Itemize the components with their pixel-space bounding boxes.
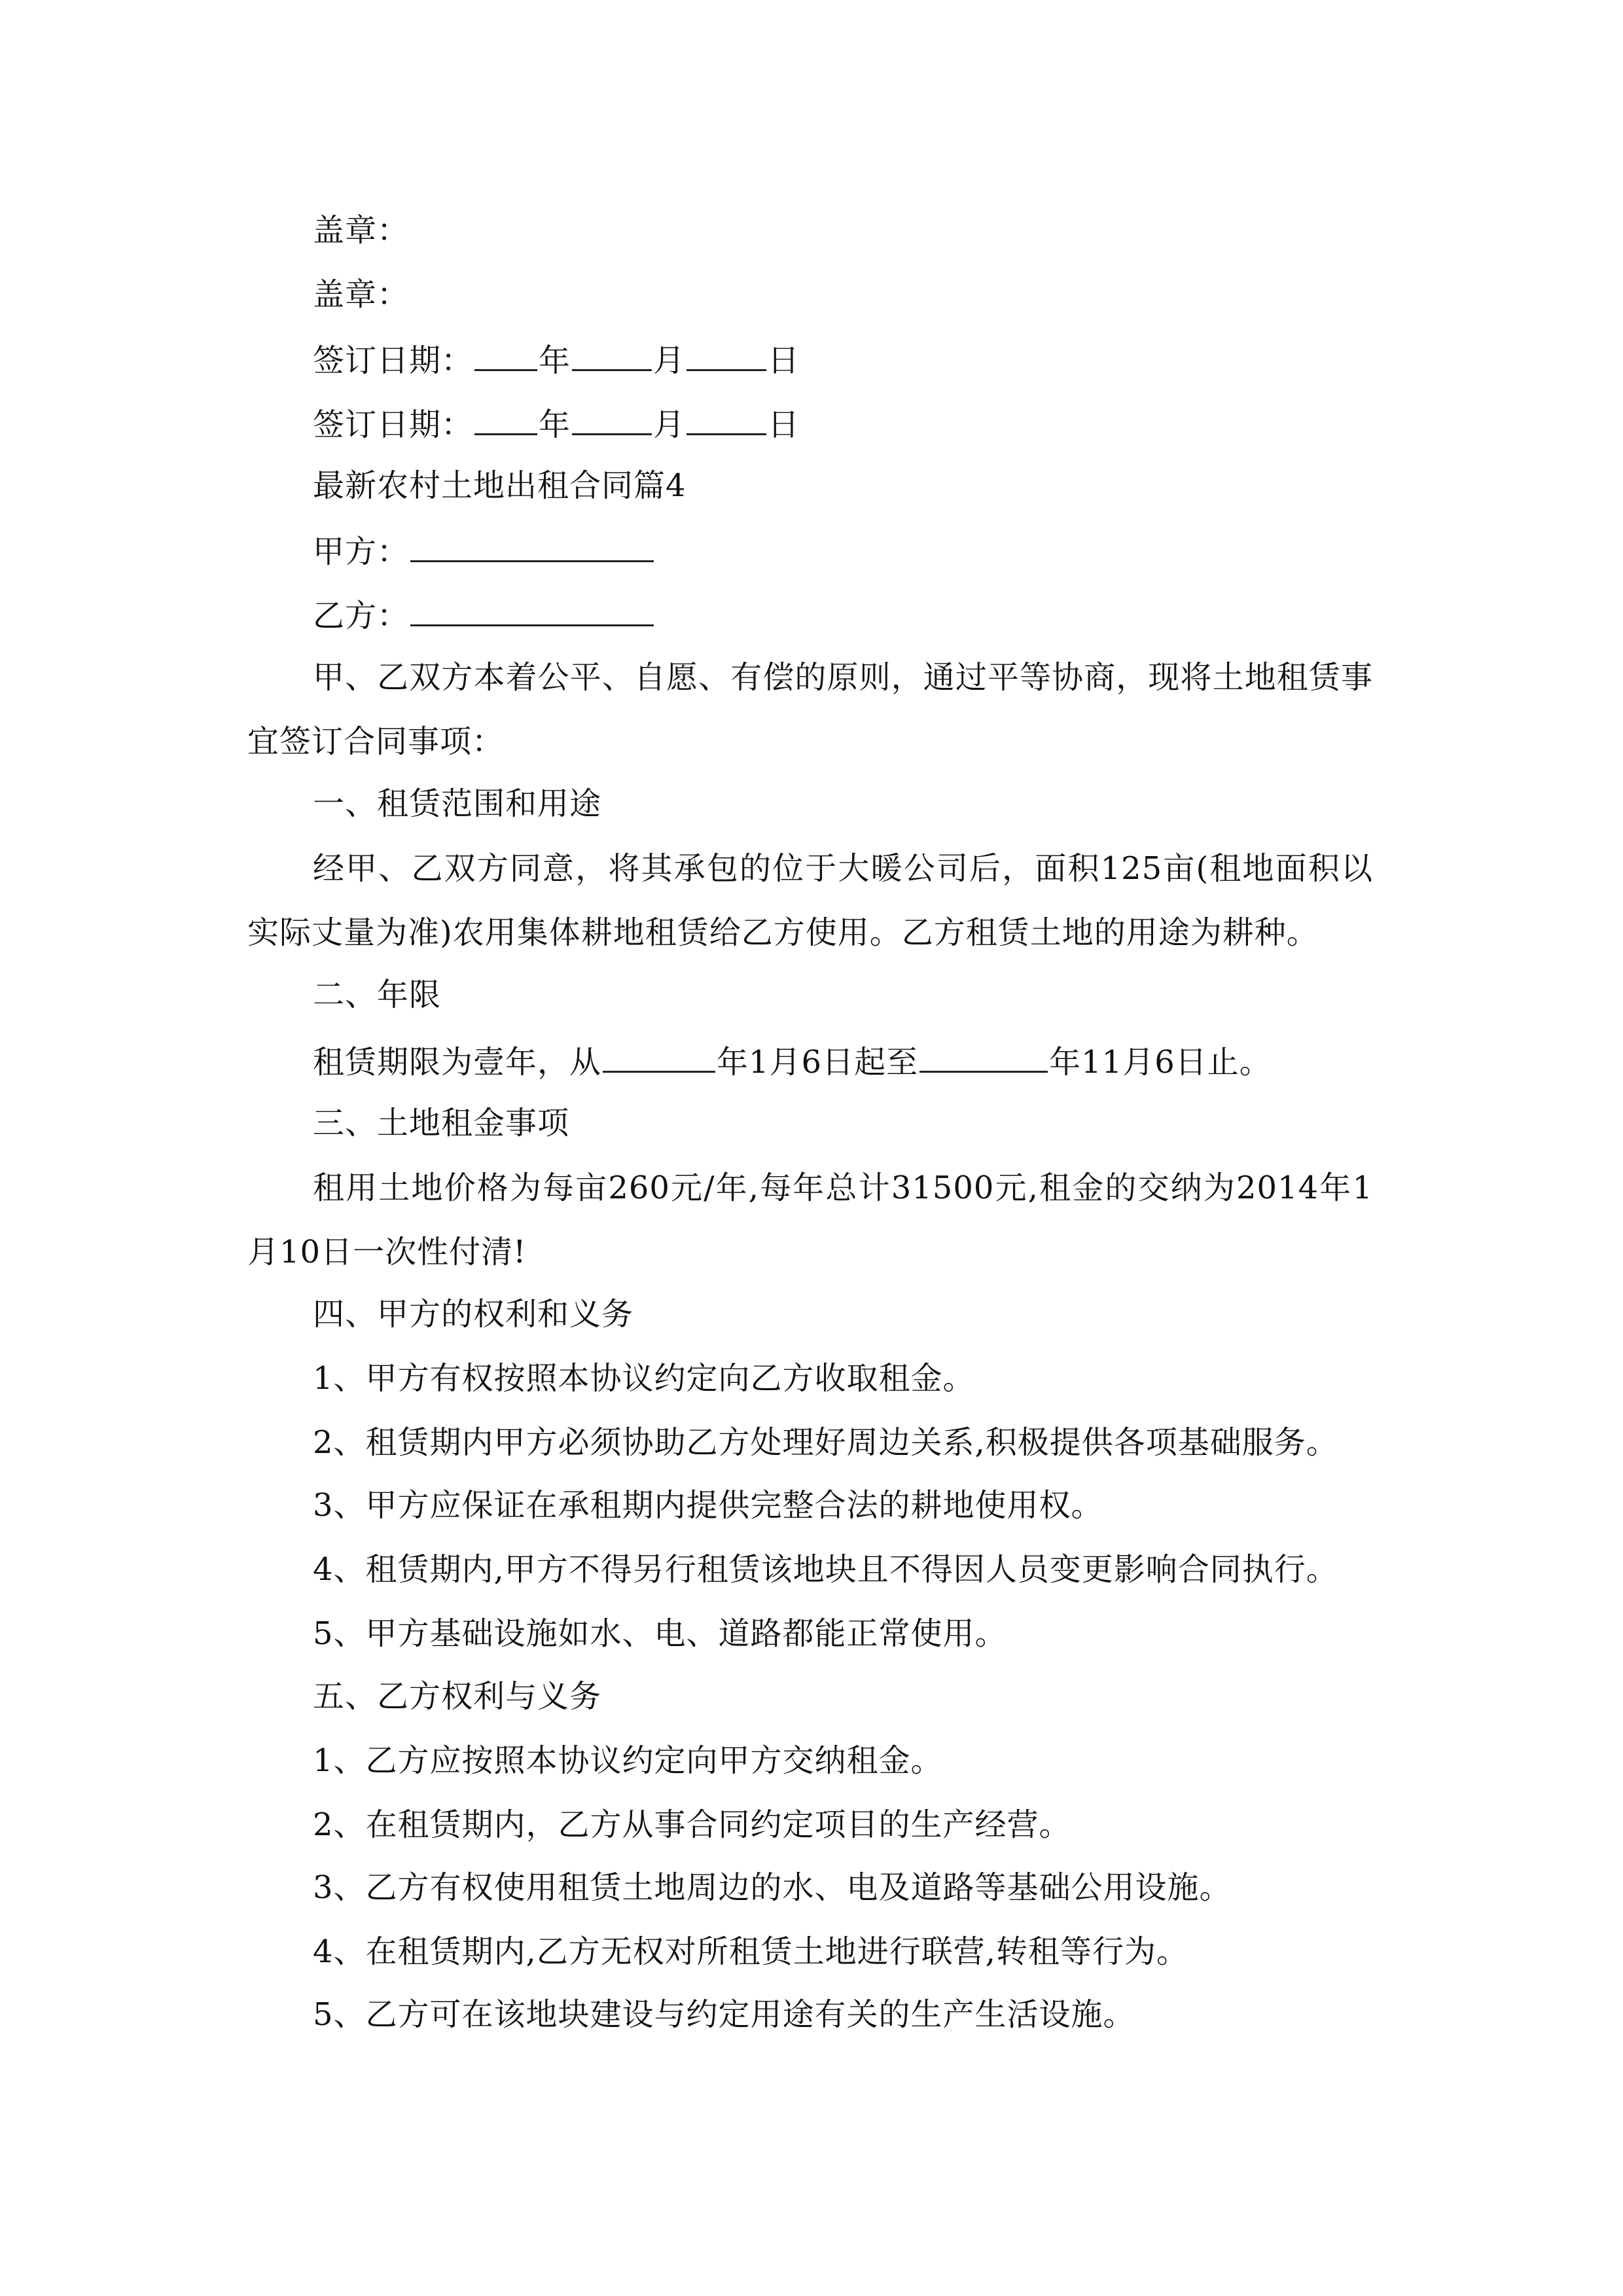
day-blank (687, 338, 766, 371)
month-label: 月 (653, 406, 686, 443)
sign-date-label: 签订日期： (313, 406, 474, 443)
term-prefix: 租赁期限为壹年，从 (313, 1044, 602, 1081)
section-5-heading: 五、乙方权利与义务 (313, 1678, 602, 1715)
section-1-paragraph: 经甲、乙双方同意，将其承包的位于大暖公司后，面积125亩(租地面积以实际丈量为准)农用集体耕地租赁给乙方使用。乙方租赁土地的用途为耕种。 (247, 850, 1373, 951)
party-b-item-2: 2、在租赁期内，乙方从事合同约定项目的生产经营。 (313, 1806, 1071, 1843)
day-label: 日 (768, 406, 800, 443)
party-a-item-5: 5、甲方基础设施如水、电、道路都能正常使用。 (313, 1615, 1007, 1652)
party-b-label: 乙方： (313, 598, 410, 634)
year-label: 年 (539, 406, 571, 443)
party-b-item-3: 3、乙方有权使用租赁土地周边的水、电及道路等基础公用设施。 (313, 1869, 1232, 1906)
section-2-heading: 二、年限 (313, 977, 442, 1013)
term-mid: 年1月6日起至 (717, 1044, 919, 1081)
seal-line-2: 盖章： (313, 276, 410, 313)
party-a-item-1: 1、甲方有权按照本协议约定向乙方收取租金。 (313, 1360, 975, 1397)
end-year-blank (919, 1039, 1048, 1073)
section-1-heading: 一、租赁范围和用途 (313, 785, 602, 822)
party-a-item-2: 2、租赁期内甲方必须协助乙方处理好周边关系,积极提供各项基础服务。 (313, 1424, 1338, 1461)
section-4-heading: 四、甲方的权利和义务 (313, 1296, 634, 1333)
day-label: 日 (768, 342, 800, 379)
sign-date-line-1 (313, 338, 800, 380)
seal-line-1: 盖章： (313, 212, 410, 249)
party-a-item-4: 4、租赁期内,甲方不得另行租赁该地块且不得因人员变更影响合同执行。 (313, 1551, 1338, 1588)
sign-date-line-2 (313, 402, 800, 444)
contract-title: 最新农村土地出租合同篇4 (313, 467, 687, 504)
day-blank (687, 402, 766, 435)
term-line (313, 1039, 1272, 1082)
party-b-line (313, 593, 655, 636)
section-3-paragraph: 租用土地价格为每亩260元/年,每年总计31500元,租金的交纳为2014年1月10日一次性付清! (247, 1170, 1373, 1270)
sign-date-label: 签订日期： (313, 342, 474, 379)
party-a-blank (410, 529, 654, 562)
year-blank (474, 402, 537, 435)
party-a-line (313, 529, 655, 571)
party-b-blank (410, 593, 654, 626)
intro-paragraph: 甲、乙双方本着公平、自愿、有偿的原则，通过平等协商，现将土地租赁事宜签订合同事项： (247, 659, 1373, 760)
year-blank (474, 338, 537, 371)
month-blank (572, 338, 652, 371)
month-blank (572, 402, 652, 435)
party-a-item-3: 3、甲方应保证在承租期内提供完整合法的耕地使用权。 (313, 1487, 1103, 1524)
party-b-item-5: 5、乙方可在该地块建设与约定用途有关的生产生活设施。 (313, 1996, 1135, 2033)
party-b-item-1: 1、乙方应按照本协议约定向甲方交纳租金。 (313, 1742, 943, 1779)
start-year-blank (603, 1039, 715, 1073)
term-suffix: 年11月6日止。 (1049, 1044, 1272, 1081)
section-3-heading: 三、土地租金事项 (313, 1105, 570, 1141)
party-a-label: 甲方： (313, 533, 410, 570)
party-b-item-4: 4、在租赁期内,乙方无权对所租赁土地进行联营,转租等行为。 (313, 1933, 1189, 1970)
year-label: 年 (539, 342, 571, 379)
month-label: 月 (653, 342, 686, 379)
